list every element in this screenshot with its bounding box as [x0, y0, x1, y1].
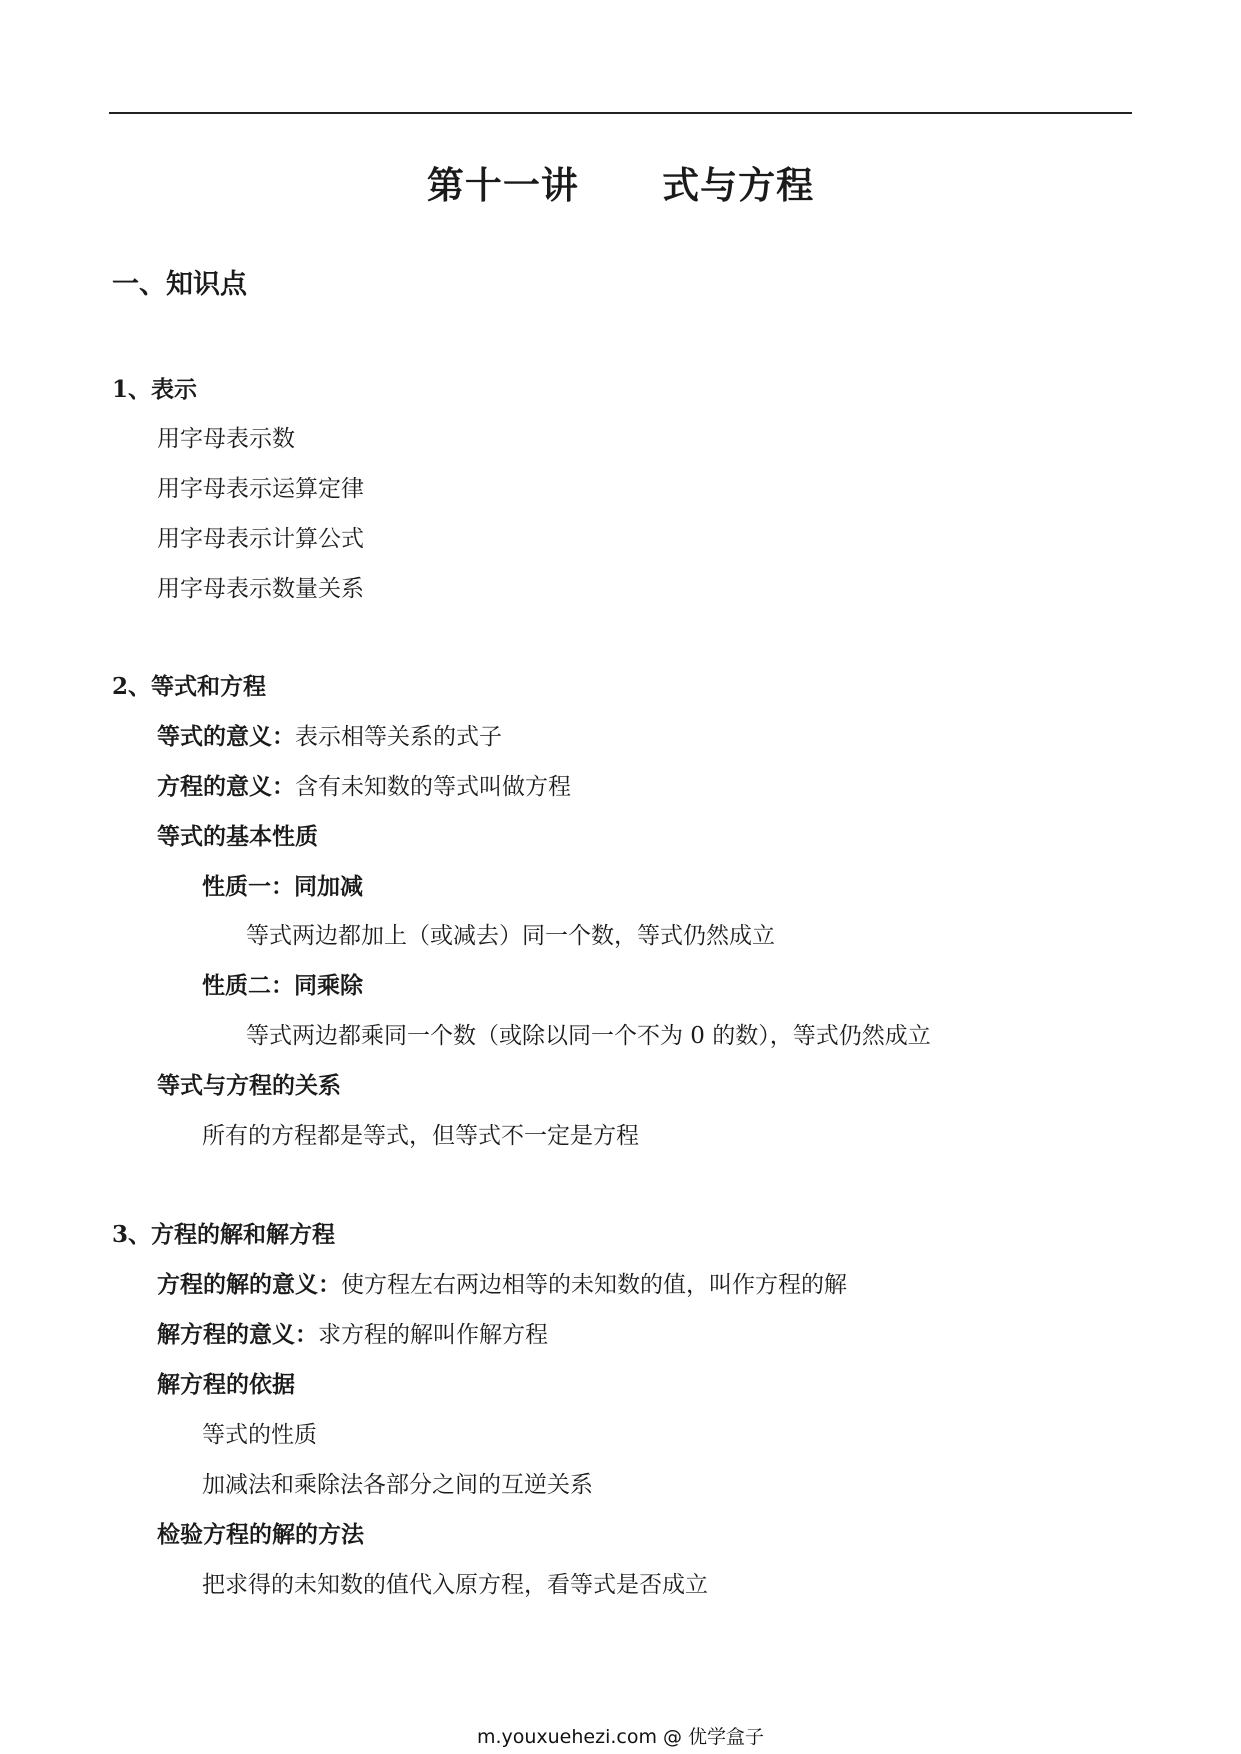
property2-heading: 性质二：同乘除 — [202, 972, 363, 999]
basis-heading: 解方程的依据 — [157, 1371, 295, 1398]
basis-item: 加减法和乘除法各部分之间的互逆关系 — [202, 1472, 593, 1498]
part1-item: 用字母表示运算定律 — [157, 476, 364, 502]
basis-item: 等式的性质 — [202, 1422, 317, 1448]
equation-meaning-label: 等式的意义： — [157, 723, 295, 750]
footer-watermark: m.youxuehezi.com @ 优学盒子 — [476, 1726, 765, 1748]
section-heading: 一、知识点 — [112, 269, 247, 300]
equation-meaning-text: 表示相等关系的式子 — [295, 724, 502, 750]
relation-text: 所有的方程都是等式，但等式不一定是方程 — [202, 1123, 639, 1149]
formula-meaning-label: 方程的意义： — [157, 773, 295, 800]
basic-properties-heading: 等式的基本性质 — [157, 823, 318, 850]
solution-meaning-label: 方程的解的意义： — [157, 1271, 341, 1298]
property1-text: 等式两边都加上（或减去）同一个数，等式仍然成立 — [246, 923, 775, 949]
equation-meaning — [157, 722, 502, 752]
solving-meaning-text: 求方程的解叫作解方程 — [318, 1322, 548, 1348]
part2-heading: 2、等式和方程 — [112, 673, 267, 700]
relation-heading: 等式与方程的关系 — [157, 1072, 341, 1099]
part1-item: 用字母表示数 — [157, 426, 295, 452]
property2-text: 等式两边都乘同一个数（或除以同一个不为 0 的数），等式仍然成立 — [246, 1023, 931, 1049]
check-text: 把求得的未知数的值代入原方程，看等式是否成立 — [202, 1572, 708, 1598]
solution-meaning — [157, 1270, 847, 1300]
check-heading: 检验方程的解的方法 — [157, 1521, 364, 1548]
formula-meaning — [157, 772, 571, 802]
header-rule — [109, 112, 1132, 114]
solving-meaning — [157, 1320, 548, 1350]
solution-meaning-text: 使方程左右两边相等的未知数的值，叫作方程的解 — [341, 1272, 847, 1298]
part3-heading: 3、方程的解和解方程 — [112, 1221, 336, 1248]
part1-item: 用字母表示计算公式 — [157, 526, 364, 552]
page-title: 第十一讲 式与方程 — [426, 163, 815, 207]
solving-meaning-label: 解方程的意义： — [157, 1321, 318, 1348]
part1-heading: 1、表示 — [112, 376, 198, 403]
part1-item: 用字母表示数量关系 — [157, 576, 364, 602]
formula-meaning-text: 含有未知数的等式叫做方程 — [295, 774, 571, 800]
property1-heading: 性质一：同加减 — [202, 873, 363, 900]
